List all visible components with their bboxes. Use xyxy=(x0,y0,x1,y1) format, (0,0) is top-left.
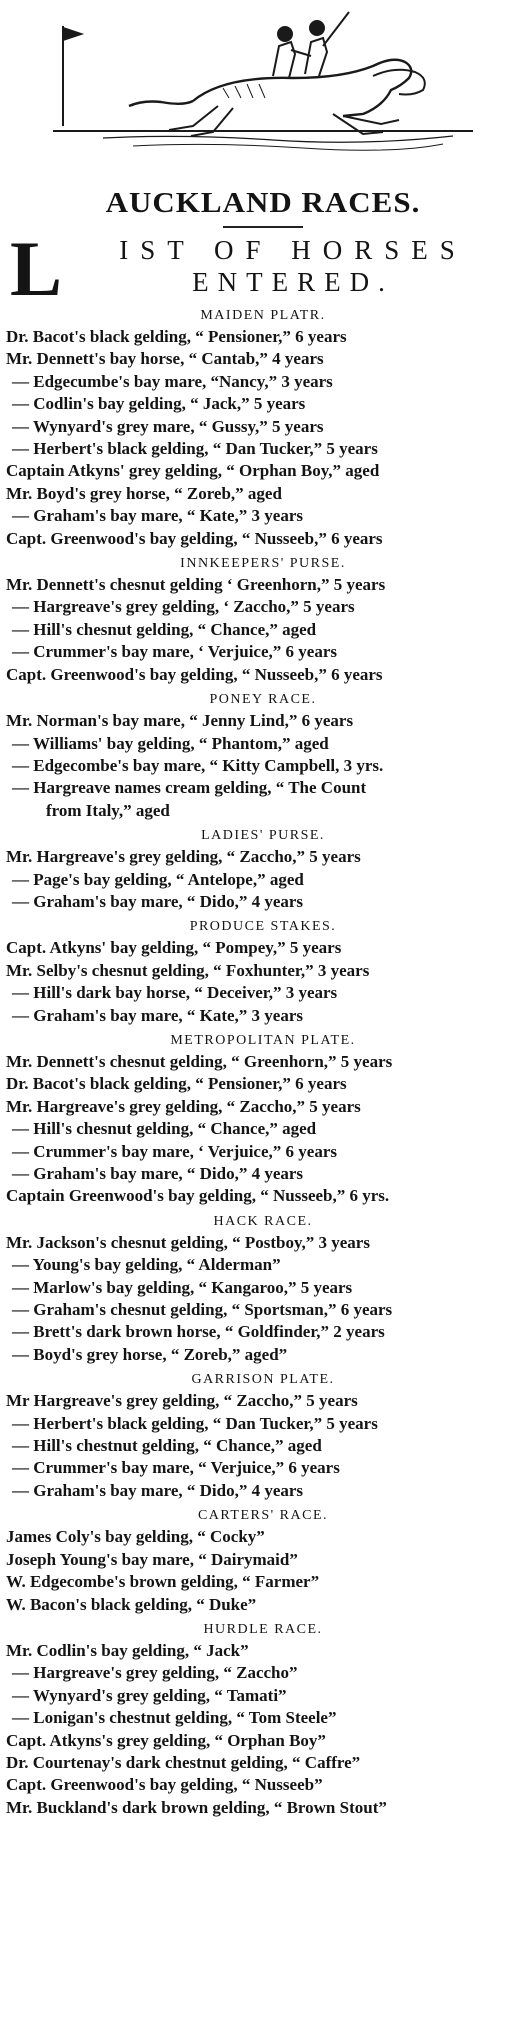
entry: — Lonigan's chestnut gelding, “ Tom Steele” xyxy=(12,1708,337,1728)
entry: Dr. Courtenay's dark chestnut gelding, “ Caffre” xyxy=(6,1752,361,1772)
entry: Mr. Hargreave's grey gelding, “ Zaccho,” 5 years xyxy=(6,1096,361,1116)
entry: Joseph Young's bay mare, “ Dairymaid” xyxy=(6,1549,298,1569)
entry: — Page's bay gelding, “ Antelope,” aged xyxy=(12,869,304,889)
entry: — Edgecumbe's bay mare, “Nancy,” 3 years xyxy=(12,371,333,391)
entry: — Crummer's bay mare, ‘ Verjuice,” 6 years xyxy=(12,642,337,662)
entry: — Graham's bay mare, “ Dido,” 4 years xyxy=(12,891,304,911)
entry: Captain Greenwood's bay gelding, “ Nusseeb,” 6 yrs. xyxy=(6,1186,390,1206)
section-heading: GARRISON PLATE. xyxy=(191,1372,335,1388)
entry: — Hargreave names cream gelding, “ The Count xyxy=(12,778,367,798)
entry: — Young's bay gelding, “ Alderman” xyxy=(12,1255,281,1275)
entry: Mr. Dennett's bay horse, “ Cantab,” 4 years xyxy=(6,349,324,369)
entry: Mr. Codlin's bay gelding, “ Jack” xyxy=(6,1640,249,1660)
entry: Capt. Greenwood's bay gelding, “ Nusseeb,” 6 years xyxy=(6,664,383,684)
entry: — Graham's bay mare, “ Dido,” 4 years xyxy=(12,1164,304,1183)
title-rule xyxy=(223,226,303,228)
page-title: AUCKLAND RACES. xyxy=(105,186,421,219)
subtitle-line-1: IST OF HORSES xyxy=(119,235,467,265)
entry: Mr. Boyd's grey horse, “ Zoreb,” aged xyxy=(6,483,282,503)
entry: Capt. Atkyns' bay gelding, “ Pompey,” 5 years xyxy=(6,938,342,958)
entry: — Williams' bay gelding, “ Phantom,” aged xyxy=(12,733,329,753)
section-heading: INNKEEPERS' PURSE. xyxy=(180,556,346,572)
section-heading: MAIDEN PLATR. xyxy=(200,308,326,323)
entry: Capt. Atkyns's grey gelding, “ Orphan Boy” xyxy=(6,1730,326,1750)
section-heading: PONEY RACE. xyxy=(209,692,317,708)
entry: Mr. Dennett's chesnut gelding ‘ Greenhorn,” 5 years xyxy=(6,575,386,595)
entry: from Italy,” aged xyxy=(46,800,170,820)
entry: — Hargreave's grey gelding, “ Zaccho” xyxy=(12,1663,298,1683)
entry: — Brett's dark brown horse, “ Goldfinder,” 2 years xyxy=(12,1322,385,1342)
subtitle xyxy=(6,225,520,312)
entry: — Graham's bay mare, “ Kate,” 3 years xyxy=(12,506,304,526)
entry: Mr. Norman's bay mare, “ Jenny Lind,” 6 years xyxy=(6,711,354,731)
entry: — Crummer's bay mare, ‘ Verjuice,” 6 years xyxy=(12,1141,337,1161)
entry: Mr. Jackson's chesnut gelding, “ Postboy,” 3 years xyxy=(6,1232,370,1252)
entry: Capt. Greenwood's bay gelding, “ Nusseeb,” 6 years xyxy=(6,528,383,548)
entry: — Herbert's black gelding, “ Dan Tucker,” 5 years xyxy=(12,1413,378,1433)
newspaper-page xyxy=(0,6,530,2019)
drop-cap: L xyxy=(10,225,63,312)
entry: — Edgecombe's bay mare, “ Kitty Campbell, 3 yrs. xyxy=(12,755,384,775)
entry: W. Bacon's black gelding, “ Duke” xyxy=(6,1594,257,1614)
section-heading: PRODUCE STAKES. xyxy=(189,919,337,935)
section-heading: LADIES' PURSE. xyxy=(201,828,325,844)
section-heading: HURDLE RACE. xyxy=(203,1621,323,1637)
entry: — Hargreave's grey gelding, ‘ Zaccho,” 5 years xyxy=(12,597,355,617)
entry: W. Edgecombe's brown gelding, “ Farmer” xyxy=(6,1572,320,1592)
entry: — Hill's dark bay horse, “ Deceiver,” 3 years xyxy=(12,983,338,1003)
subtitle-line-2: ENTERED. xyxy=(192,267,394,297)
entry: — Marlow's bay gelding, “ Kangaroo,” 5 years xyxy=(12,1277,353,1297)
entry: — Graham's chesnut gelding, “ Sportsman,” 6 years xyxy=(12,1300,393,1320)
section-heading: METROPOLITAN PLATE. xyxy=(170,1032,356,1048)
entry: — Herbert's black gelding, “ Dan Tucker,” 5 years xyxy=(12,439,378,459)
entry: Mr. Dennett's chesnut gelding, “ Greenhorn,” 5 years xyxy=(6,1051,393,1071)
entry: Mr. Selby's chesnut gelding, “ Foxhunter,” 3 years xyxy=(6,960,370,980)
entry: Mr. Buckland's dark brown gelding, “ Brown Stout” xyxy=(6,1797,387,1817)
entry: James Coly's bay gelding, “ Cocky” xyxy=(6,1527,265,1547)
entry: Capt. Greenwood's bay gelding, “ Nusseeb” xyxy=(6,1775,323,1795)
entry: — Graham's bay mare, “ Kate,” 3 years xyxy=(12,1005,304,1025)
entry: — Codlin's bay gelding, “ Jack,” 5 years xyxy=(12,394,306,414)
entry: — Graham's bay mare, “ Dido,” 4 years xyxy=(12,1480,304,1500)
entry: Mr. Hargreave's grey gelding, “ Zaccho,” 5 years xyxy=(6,847,361,867)
section-heading: CARTERS' RACE. xyxy=(197,1508,329,1524)
entry: Dr. Bacot's black gelding, “ Pensioner,” 6 years xyxy=(6,327,347,346)
entry: — Boyd's grey horse, “ Zoreb,” aged” xyxy=(12,1344,288,1364)
entry: Dr. Bacot's black gelding, “ Pensioner,” 6 years xyxy=(6,1074,347,1094)
entry: Mr Hargreave's grey gelding, “ Zaccho,” 5 years xyxy=(6,1391,358,1411)
entry: — Hill's chesnut gelding, “ Chance,” aged xyxy=(12,619,317,639)
entry: — Wynyard's grey mare, “ Gussy,” 5 years xyxy=(12,416,324,436)
racehorses-illustration xyxy=(43,6,483,181)
entry: — Hill's chesnut gelding, “ Chance,” aged xyxy=(12,1119,317,1139)
entry: — Wynyard's grey gelding, “ Tamati” xyxy=(12,1685,287,1705)
entry: — Crummer's bay mare, “ Verjuice,” 6 years xyxy=(12,1458,340,1478)
section-heading: HACK RACE. xyxy=(213,1213,313,1229)
entry: — Hill's chestnut gelding, “ Chance,” aged xyxy=(12,1436,322,1456)
entry: Captain Atkyns' grey gelding, “ Orphan Boy,” aged xyxy=(6,461,380,481)
